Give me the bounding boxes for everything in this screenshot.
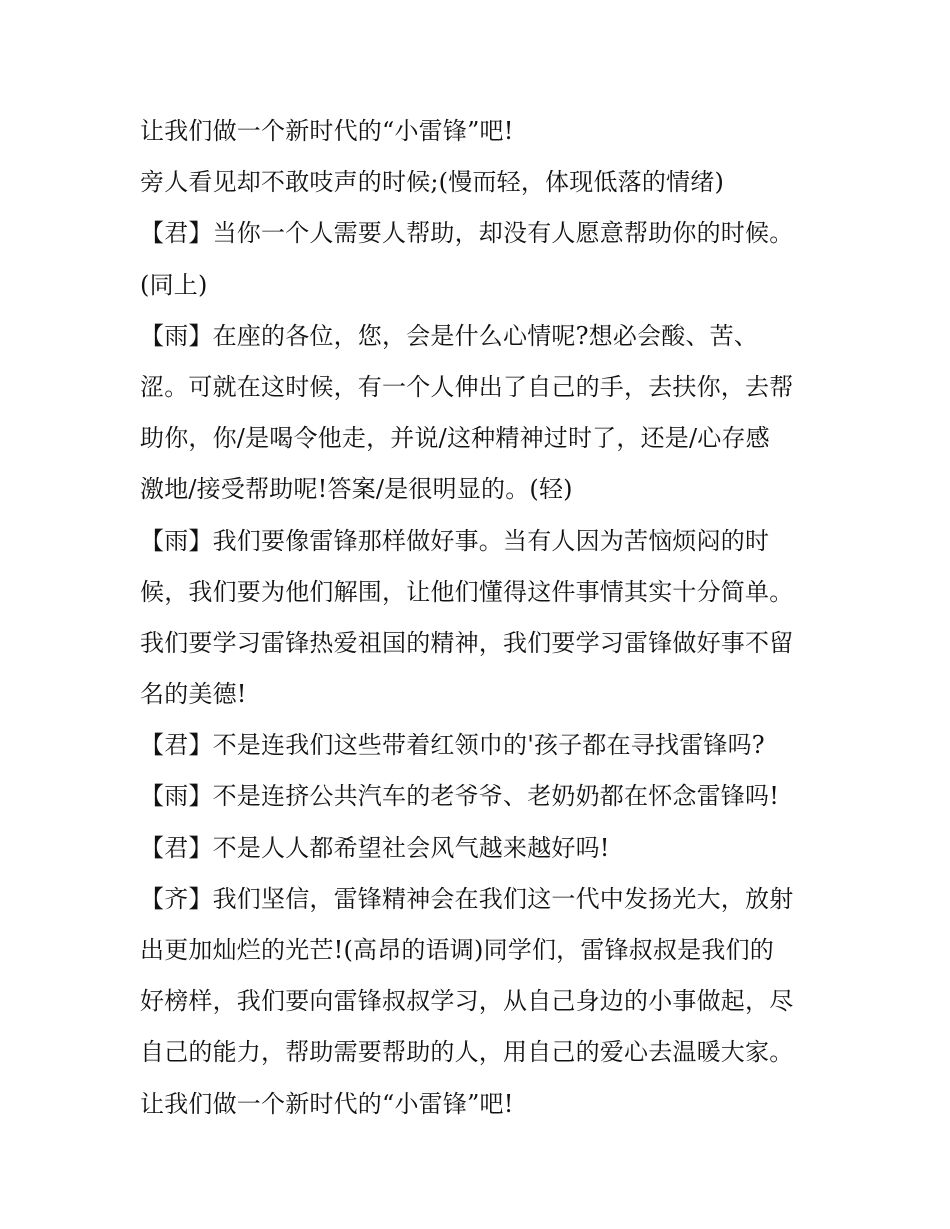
text-line: 出更加灿烂的光芒!(高昂的语调)同学们，雷锋叔叔是我们的 — [140, 936, 774, 964]
text-line: 【君】当你一个人需要人帮助，却没有人愿意帮助你的时候。 — [140, 219, 794, 248]
text-line: 自己的能力，帮助需要帮助的人，用自己的爱心去温暖大家。 — [140, 1038, 794, 1067]
text-line: 名的美德! — [140, 680, 247, 709]
text-line: (同上) — [140, 270, 208, 299]
text-line: 让我们做一个新时代的“小雷锋”吧! — [140, 117, 514, 145]
text-line: 我们要学习雷锋热爱祖国的精神，我们要学习雷锋做好事不留 — [140, 628, 794, 657]
text-line: 涩。可就在这时候，有一个人伸出了自己的手，去扶你，去帮 — [140, 372, 794, 401]
text-line: 【齐】我们坚信，雷锋精神会在我们这一代中发扬光大，放射 — [140, 884, 794, 913]
text-line: 【雨】我们要像雷锋那样做好事。当有人因为苦恼烦闷的时 — [140, 526, 770, 555]
body-text — [140, 106, 820, 1130]
text-line: 好榜样，我们要向雷锋叔叔学习，从自己身边的小事做起，尽 — [140, 987, 794, 1016]
text-line: 【君】不是连我们这些带着红领巾的'孩子都在寻找雷锋吗? — [140, 731, 765, 760]
text-line: 激地/接受帮助呢!答案/是很明显的。(轻) — [140, 475, 573, 504]
text-line: 让我们做一个新时代的“小雷锋”吧! — [140, 1089, 514, 1118]
text-line: 【君】不是人人都希望社会风气越来越好吗! — [140, 833, 610, 862]
text-line: 【雨】不是连挤公共汽车的老爷爷、老奶奶都在怀念雷锋吗! — [140, 782, 780, 811]
text-line: 候，我们要为他们解围，让他们懂得这件事情其实十分简单。 — [140, 577, 794, 606]
text-line: 旁人看见却不敢吱声的时候;(慢而轻，体现低落的情绪) — [140, 168, 725, 197]
text-line: 助你，你/是喝令他走，并说/这种精神过时了，还是/心存感 — [140, 424, 770, 453]
text-line: 【雨】在座的各位，您，会是什么心情呢?想必会酸、苦、 — [140, 321, 759, 350]
